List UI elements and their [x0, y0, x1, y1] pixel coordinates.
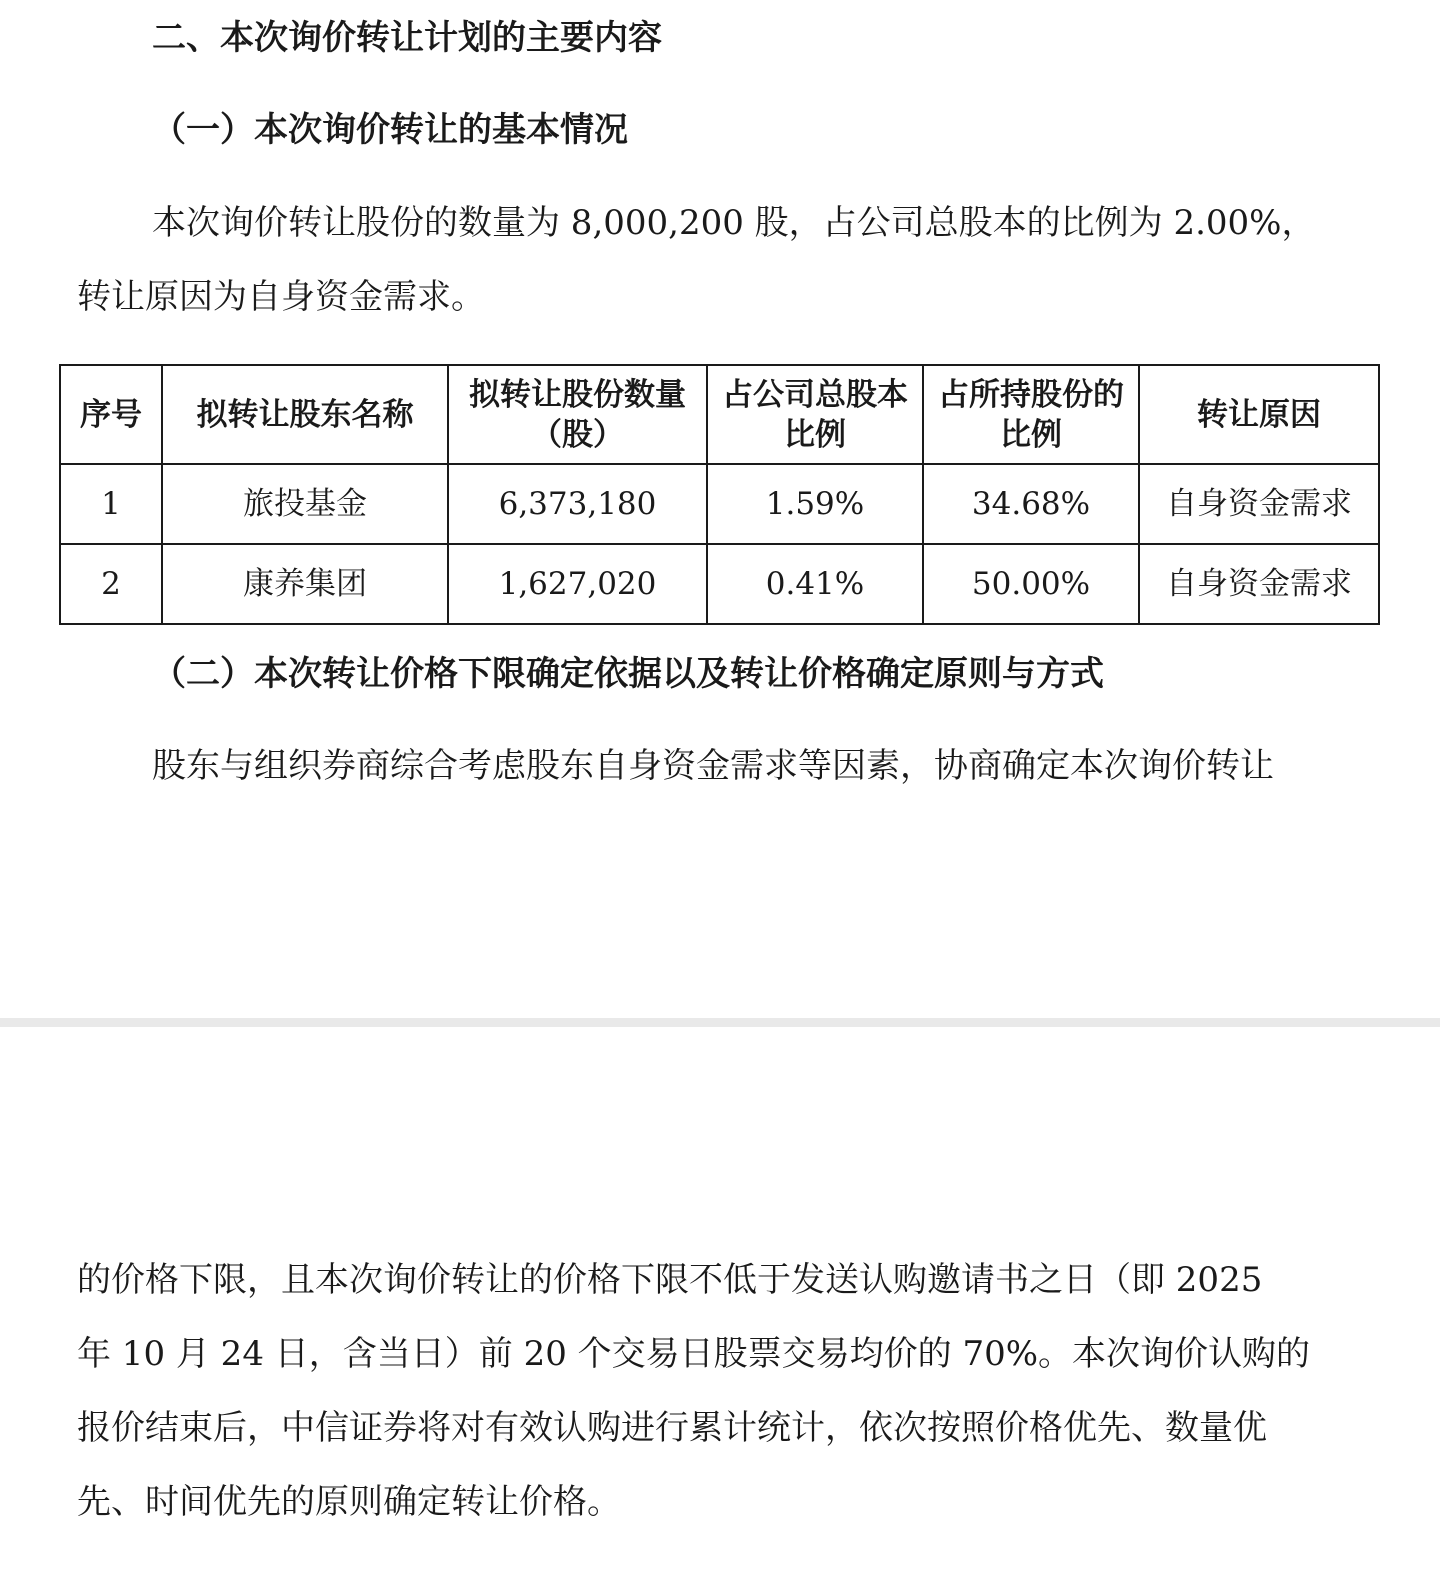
paragraph-line: 的价格下限，且本次询价转让的价格下限不低于发送认购邀请书之日（即 2025: [77, 1260, 1263, 1300]
paragraph-line: 本次询价转让股份的数量为 8,000,200 股，占公司总股本的比例为 2.00%，: [152, 203, 1316, 243]
table-header-row: [60, 365, 1379, 464]
header-total-ratio: 占公司总股本比例: [707, 365, 923, 464]
table-cell: 2: [60, 544, 162, 624]
paragraph-line: 股东与组织券商综合考虑股东自身资金需求等因素，协商确定本次询价转让: [152, 746, 1274, 786]
table-cell: 1.59%: [707, 464, 923, 544]
section-heading: 二、本次询价转让计划的主要内容: [152, 18, 662, 58]
paragraph-line: 年 10 月 24 日，含当日）前 20 个交易日股票交易均价的 70%。本次询价认购的: [77, 1334, 1311, 1374]
header-reason: 转让原因: [1139, 365, 1379, 464]
header-held-ratio: 占所持股份的比例: [923, 365, 1139, 464]
header-seq: 序号: [60, 365, 162, 464]
table-row: [60, 464, 1379, 544]
table-cell: 康养集团: [162, 544, 448, 624]
table-cell: 自身资金需求: [1139, 544, 1379, 624]
header-shareholder-name: 拟转让股东名称: [162, 365, 448, 464]
page-separator: [0, 1018, 1440, 1027]
subsection-heading-basic-info: （一）本次询价转让的基本情况: [152, 110, 628, 150]
header-share-count: 拟转让股份数量（股）: [448, 365, 707, 464]
table-cell: 0.41%: [707, 544, 923, 624]
table-cell: 旅投基金: [162, 464, 448, 544]
table-cell: 6,373,180: [448, 464, 707, 544]
paragraph-line: 报价结束后，中信证券将对有效认购进行累计统计，依次按照价格优先、数量优: [77, 1408, 1267, 1448]
table-row: [60, 544, 1379, 624]
paragraph-line: 转让原因为自身资金需求。: [77, 277, 485, 317]
table-cell: 50.00%: [923, 544, 1139, 624]
subsection-heading-pricing: （二）本次转让价格下限确定依据以及转让价格确定原则与方式: [152, 654, 1104, 694]
paragraph-line: 先、时间优先的原则确定转让价格。: [77, 1482, 621, 1522]
table-cell: 1,627,020: [448, 544, 707, 624]
table-cell: 34.68%: [923, 464, 1139, 544]
transfer-table: [59, 364, 1380, 625]
table-cell: 1: [60, 464, 162, 544]
table-cell: 自身资金需求: [1139, 464, 1379, 544]
